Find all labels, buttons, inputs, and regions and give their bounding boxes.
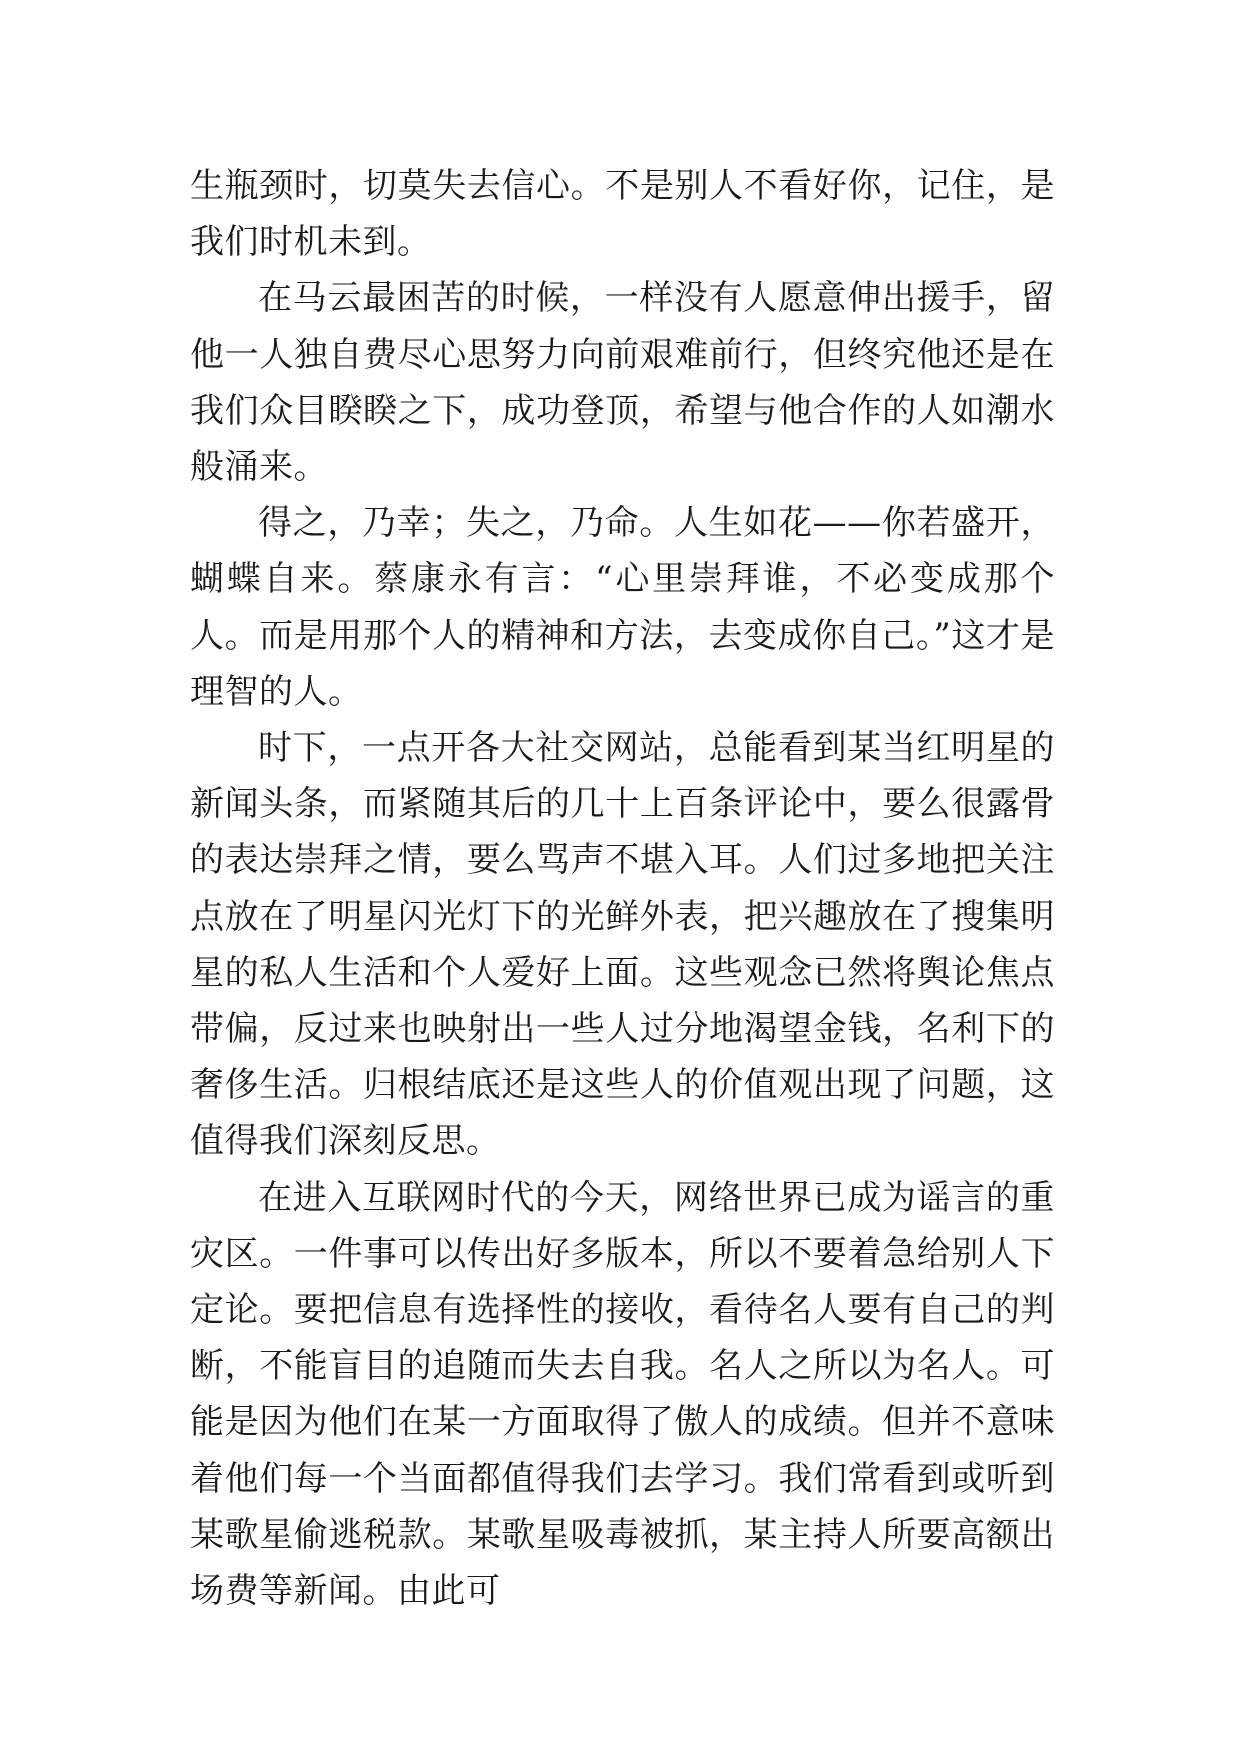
body-text (190, 158, 1055, 1619)
paragraph-5: 在进入互联网时代的今天，网络世界已成为谣言的重灾区。一件事可以传出好多版本，所以不要着急给别人下定论。要把信息有选择性的接收，看待名人要有自己的判断，不能盲目的追随而失去自我。名人之所以为名人。可能是因为他们在某一方面取得了傲人的成绩。但并不意味着他们每一个当面都值得我们去学习。我们常看到或听到某歌星偷逃税款。某歌星吸毒被抓，某主持人所要高额出场费等新闻。由此可 (190, 1177, 1055, 1612)
paragraph-4: 时下，一点开各大社交网站，总能看到某当红明星的新闻头条，而紧随其后的几十上百条评论中，要么很露骨的表达崇拜之情，要么骂声不堪入耳。人们过多地把关注点放在了明星闪光灯下的光鲜外表，把兴趣放在了搜集明星的私人生活和个人爱好上面。这些观念已然将舆论焦点带偏，反过来也映射出一些人过分地渴望金钱，名利下的奢侈生活。归根结底还是这些人的价值观出现了问题，这值得我们深刻反思。 (190, 728, 1055, 1162)
paragraph-1: 生瓶颈时，切莫失去信心。不是别人不看好你，记住，是我们时机未到。 (190, 166, 1055, 263)
paragraph-3: 得之，乃幸；失之，乃命。人生如花——你若盛开，蝴蝶自来。蔡康永有言：“心里崇拜谁，不必变成那个人。而是用那个人的精神和方法，去变成你自己。”这才是理智的人。 (190, 503, 1055, 712)
paragraph-2: 在马云最困苦的时候，一样没有人愿意伸出援手，留他一人独自费尽心思努力向前艰难前行，但终究他还是在我们众目睽睽之下，成功登顶，希望与他合作的人如潮水般涌来。 (190, 278, 1055, 488)
